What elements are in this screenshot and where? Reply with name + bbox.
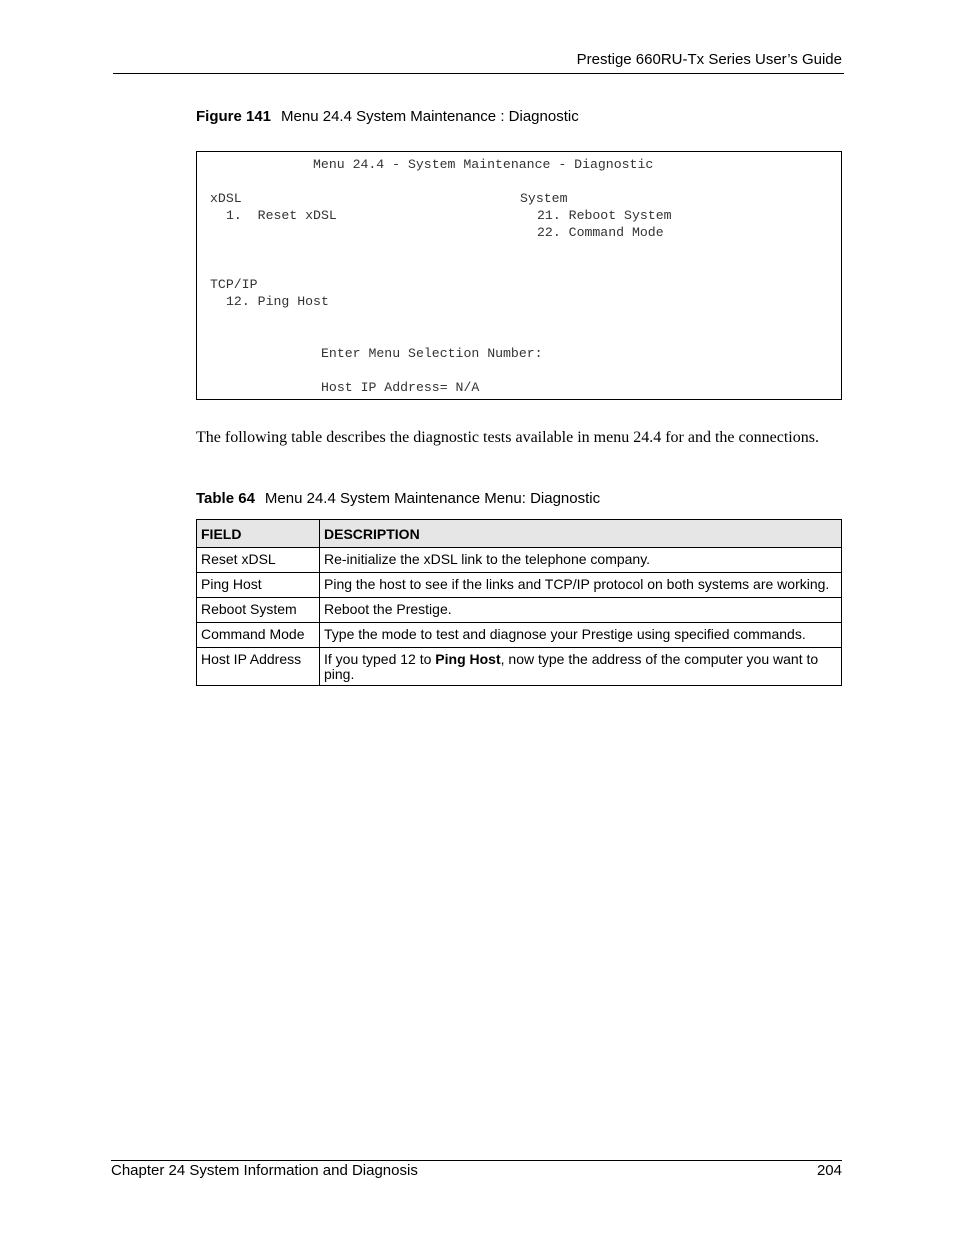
table-title: Menu 24.4 System Maintenance Menu: Diagnostic bbox=[264, 490, 601, 507]
description-cell: Re-initialize the xDSL link to the telephone company. bbox=[320, 548, 842, 573]
table-row bbox=[197, 598, 842, 623]
description-cell: Reboot the Prestige. bbox=[320, 598, 842, 623]
field-cell: Reset xDSL bbox=[197, 548, 320, 573]
description-cell bbox=[320, 648, 842, 686]
figure-title: Menu 24.4 System Maintenance : Diagnostic bbox=[281, 108, 579, 125]
running-header: Prestige 660RU-Tx Series User’s Guide bbox=[576, 51, 842, 68]
field-cell: Ping Host bbox=[197, 573, 320, 598]
figure-caption bbox=[196, 108, 579, 125]
description-bold-term: Ping Host bbox=[435, 651, 501, 667]
figure-label: Figure 141 bbox=[196, 108, 272, 125]
description-prefix: If you typed 12 to bbox=[324, 651, 436, 667]
menu-item-command-mode: 22. Command Mode bbox=[537, 225, 664, 240]
table-row bbox=[197, 548, 842, 573]
description-cell: Type the mode to test and diagnose your Prestige using specified commands. bbox=[320, 623, 842, 648]
menu-item-reboot-system: 21. Reboot System bbox=[537, 208, 672, 223]
column-header-field: FIELD bbox=[197, 520, 320, 548]
diagnostic-table bbox=[196, 519, 842, 686]
footer-page-number: 204 bbox=[816, 1162, 842, 1179]
selection-prompt: Enter Menu Selection Number: bbox=[321, 346, 543, 361]
description-cell: Ping the host to see if the links and TCP/IP protocol on both systems are working. bbox=[320, 573, 842, 598]
table-row bbox=[197, 573, 842, 598]
menu-item-reset-xdsl: 1. Reset xDSL bbox=[226, 208, 337, 223]
field-cell: Command Mode bbox=[197, 623, 320, 648]
column-header-description: DESCRIPTION bbox=[320, 520, 842, 548]
table-row bbox=[197, 648, 842, 686]
tcpip-heading: TCP/IP bbox=[210, 277, 258, 292]
footer-divider bbox=[111, 1160, 842, 1161]
table-label: Table 64 bbox=[196, 490, 255, 507]
table-row bbox=[197, 623, 842, 648]
table-header-row bbox=[197, 520, 842, 548]
system-heading: System bbox=[520, 191, 568, 206]
host-ip-readout: Host IP Address= N/A bbox=[321, 380, 480, 395]
field-cell: Reboot System bbox=[197, 598, 320, 623]
description-suffix: , now type the address of the computer you want to ping. bbox=[324, 651, 819, 682]
field-cell: Host IP Address bbox=[197, 648, 320, 686]
body-paragraph: The following table describes the diagnostic tests available in menu 24.4 for and the connections. bbox=[196, 429, 819, 446]
menu-title: Menu 24.4 - System Maintenance - Diagnostic bbox=[313, 157, 654, 172]
header-divider bbox=[113, 73, 844, 74]
menu-item-ping-host: 12. Ping Host bbox=[226, 294, 329, 309]
footer-chapter: Chapter 24 System Information and Diagnosis bbox=[111, 1162, 418, 1179]
xdsl-heading: xDSL bbox=[210, 191, 242, 206]
table-caption bbox=[196, 490, 600, 507]
terminal-screen bbox=[196, 151, 842, 400]
